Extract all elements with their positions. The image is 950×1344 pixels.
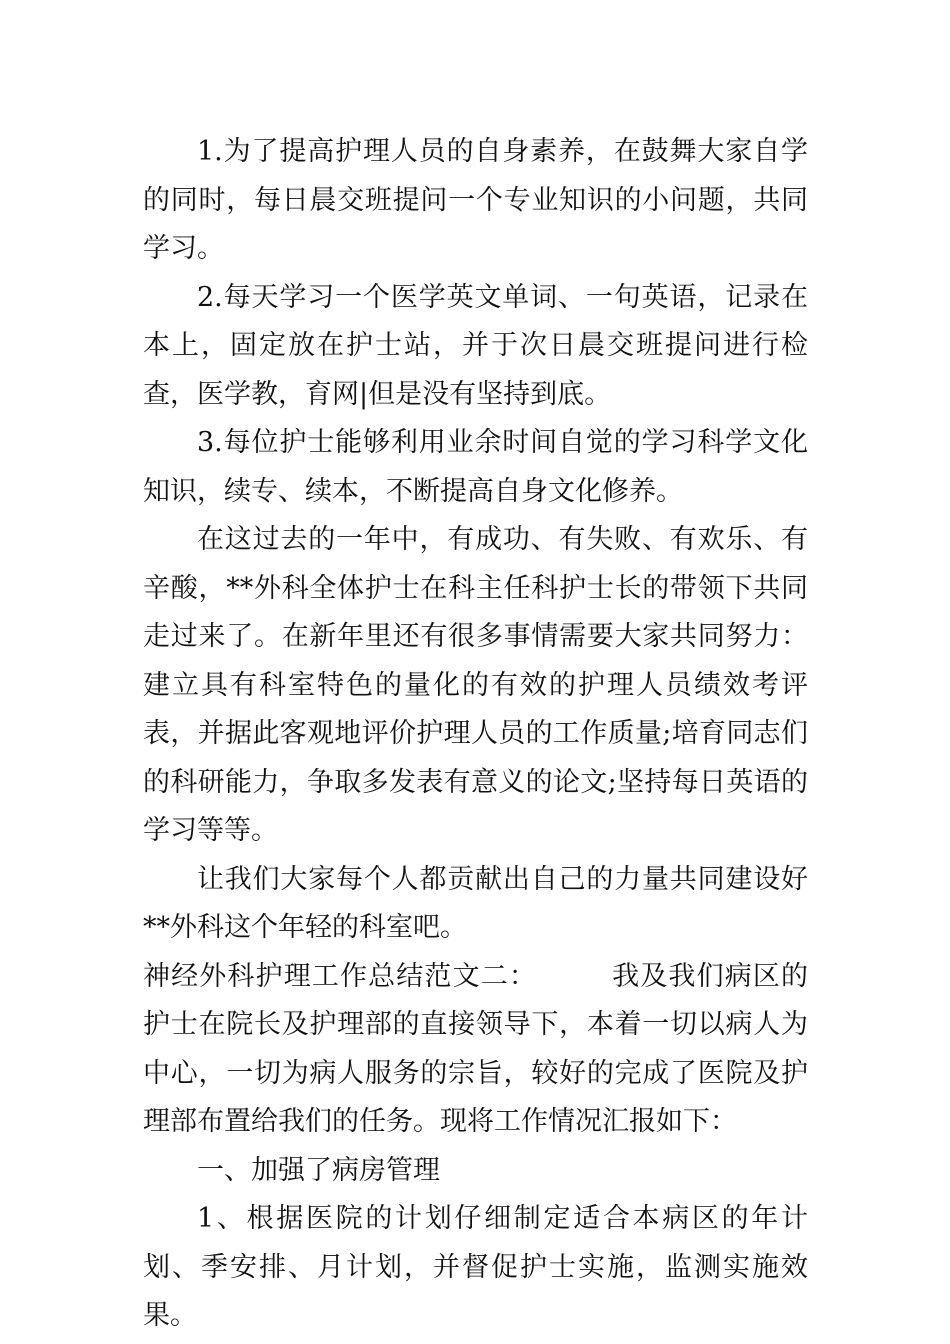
subheading: 一、加强了病房管理 [197, 1154, 440, 1186]
list-item-1: 1、根据医院的计划仔细制定适合本病区的年计划、季安排、月计划，并督促护士实施，监测实施效果。 [143, 1203, 808, 1331]
paragraph-2: 2.每天学习一个医学英文单词、一句英语，记录在本上，固定放在护士站，并于次日晨交班提问进行检查，医学教，育网|但是没有坚持到底。 [143, 281, 808, 410]
section-intro: 我及我们病区的护士在院长及护理部的直接领导下，本着一切以病人为中心，一切为病人服务的宗旨，较好的完成了医院及护理部布置给我们的任务。现将工作情况汇报如下： [143, 960, 808, 1137]
section-heading: 神经外科护理工作总结范文二： [143, 960, 537, 992]
document-body [143, 128, 808, 1341]
paragraph-4: 在这过去的一年中，有成功、有失败、有欢乐、有辛酸，**外科全体护士在科主任科护士长的带领下共同走过来了。在新年里还有很多事情需要大家共同努力：建立具有科室特色的量化的有效的护理人员绩效考评表，并据此客观地评价护理人员的工作质量;培育同志们的科研能力，争取多发表有意义的论文;坚持每日英语的学习等等。 [143, 524, 808, 846]
paragraph-1: 1.为了提高护理人员的自身素养，在鼓舞大家自学的同时，每日晨交班提问一个专业知识的小问题，共同学习。 [143, 136, 808, 264]
section-paragraph [143, 953, 808, 1147]
paragraph-3: 3.每位护士能够利用业余时间自觉的学习科学文化知识，续专、续本，不断提高自身文化修养。 [143, 427, 808, 507]
paragraph-5: 让我们大家每个人都贡献出自己的力量共同建设好**外科这个年轻的科室吧。 [143, 863, 808, 943]
